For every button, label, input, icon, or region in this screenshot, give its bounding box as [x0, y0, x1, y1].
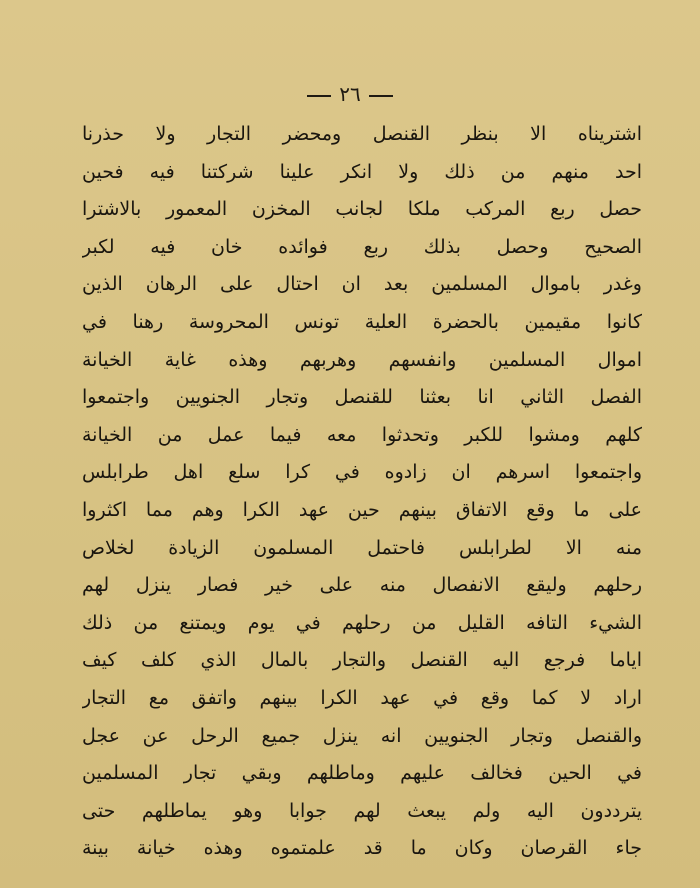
text-line: على ما وقع الاتفاق بينهم حين عهد الكرا وهم مما اكثروا [82, 498, 642, 521]
text-line: حصل ربع المركب ملكا لجانب المخزن المعمور بالاشترا [82, 198, 642, 221]
text-line: كانوا مقيمين بالحضرة العلية تونس المحروسة رهنا في [82, 310, 642, 333]
text-line: واجتمعوا اسرهم ان زادوه في كرا سلع اهل طرابلس [82, 461, 642, 484]
text-line: الشيء التافه القليل من رحلهم في يوم ويمتنع من ذلك [82, 611, 642, 634]
left-dash [307, 95, 331, 97]
text-line: والقنصل وتجار الجنويين انه ينزل جميع الرحل عن عجل [82, 724, 642, 747]
text-line: اشتريناه الا بنظر القنصل ومحضر التجار ولا حذرنا [82, 123, 642, 145]
text-line: الصحيح وحصل بذلك ربع فوائده خان فيه لكبر [82, 235, 642, 258]
body-text [82, 116, 642, 868]
text-line: في الحين فخالف عليهم وماطلهم وبقي تجار المسلمين [82, 762, 642, 785]
text-line: اياما فرجع اليه القنصل والتجار بالمال الذي كلف كيف [82, 649, 642, 672]
text-line: وغدر باموال المسلمين بعد ان احتال على الرهان الذين [82, 273, 642, 296]
right-dash [369, 95, 393, 97]
page-number: ٢٦ [339, 82, 361, 106]
text-line: يترددون اليه ولم يبعث لهم جوابا وهو يماطلهم حتى [82, 799, 642, 822]
text-line: الفصل الثاني انا بعثنا للقنصل وتجار الجنويين واجتمعوا [82, 386, 642, 409]
text-line: رحلهم وليقع الانفصال منه على خير فصار ينزل لهم [82, 574, 642, 597]
text-line: كلهم ومشوا للكبر وتحدثوا معه فيما عمل من الخيانة [82, 423, 642, 446]
text-line: جاء القرصان وكان ما قد علمتموه وهذه خيانة بينة [82, 837, 642, 860]
text-line: منه الا لطرابلس فاحتمل المسلمون الزيادة لخلاص [82, 536, 642, 559]
page-number-header [0, 82, 700, 106]
text-line: اموال المسلمين وانفسهم وهربهم وهذه غاية الخيانة [82, 348, 642, 371]
text-line: اراد لا كما وقع في عهد الكرا بينهم واتفق مع التجار [82, 686, 642, 709]
text-line: احد منهم من ذلك ولا انكر علينا شركتنا فيه فحين [82, 160, 642, 183]
